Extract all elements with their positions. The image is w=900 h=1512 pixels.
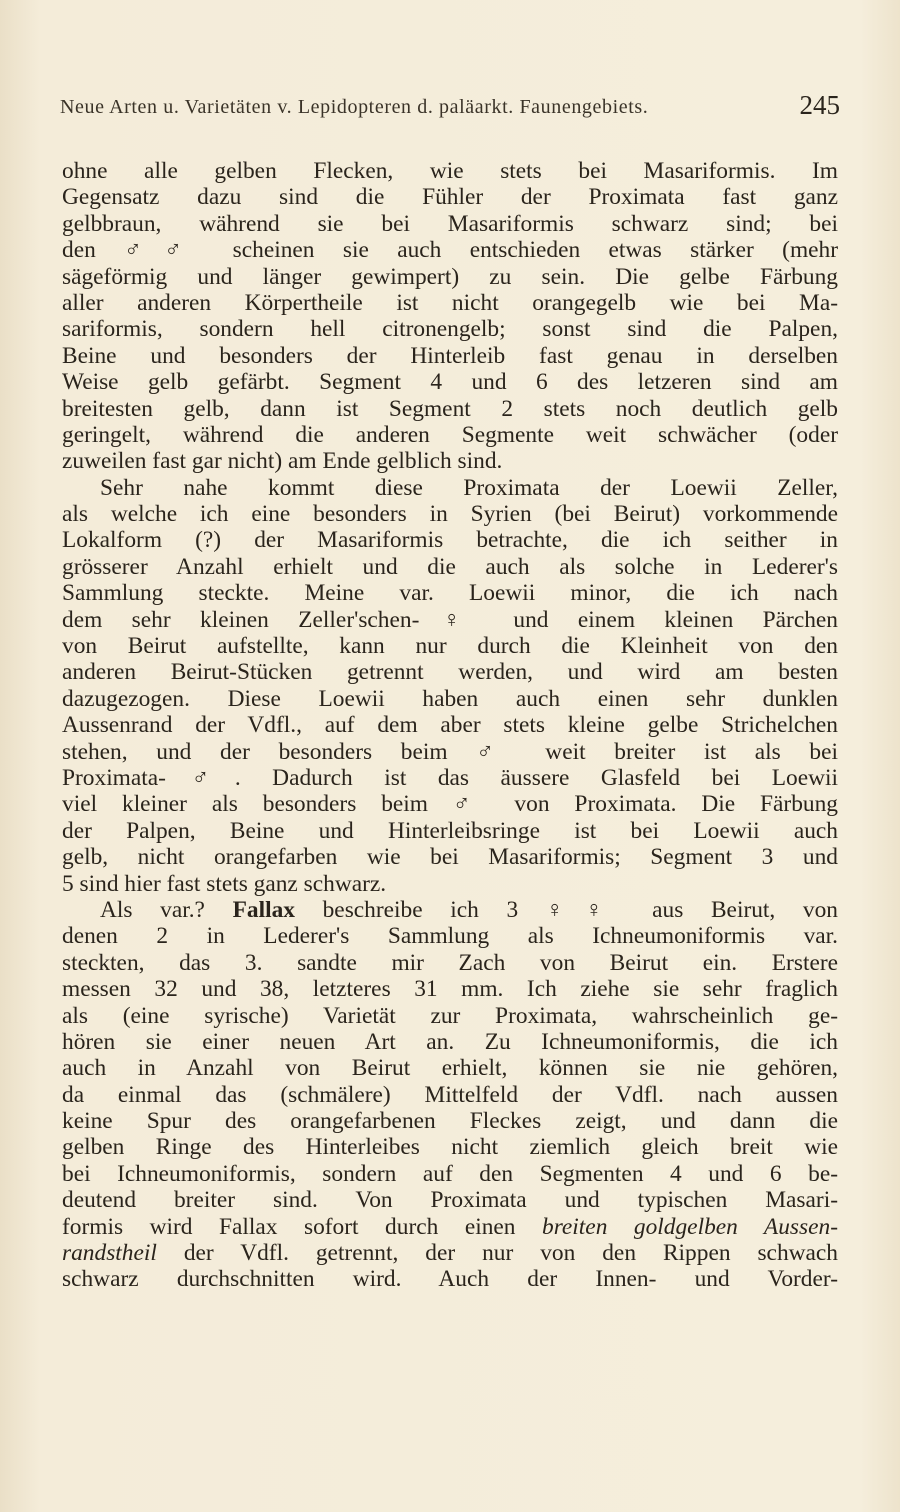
text-line: 5 sind hier fast stets ganz schwarz. (62, 870, 387, 897)
text-line: gelbbraun, während sie bei Masariformis schwarz sind; bei (62, 210, 838, 237)
text-line: breitesten gelb, dann ist Segment 2 stets noch deutlich gelb (62, 395, 838, 422)
line-segment: beschreibe ich 3 ♀♀ aus Beirut, von (294, 896, 839, 923)
line-segment: formis wird Fallax sofort durch einen (62, 1213, 542, 1240)
text-line: Lokalform (?) der Masariformis betrachte, die ich seither in (62, 527, 838, 554)
text-line: der Palpen, Beine und Hinterleibsringe ist bei Loewii auch (62, 817, 838, 844)
text-line: Aussenrand der Vdfl., auf dem aber stets kleine gelbe Strichelchen (62, 712, 838, 739)
text-line: geringelt, während die anderen Segmente weit schwächer (oder (62, 421, 838, 448)
body-text (62, 158, 838, 1293)
page-header (60, 90, 840, 130)
text-line: dazugezogen. Diese Loewii haben auch einen sehr dunklen (62, 685, 838, 712)
line-segment: der Vdfl. getrennt, der nur von den Rippen schwach (156, 1240, 838, 1267)
text-line: ohne alle gelben Flecken, wie stets bei Masariformis. Im (62, 158, 838, 184)
paragraph-start-line: Sehr nahe kommt diese Proximata der Loewii Zeller, (100, 474, 838, 501)
text-line: steckten, das 3. sandte mir Zach von Beirut ein. Erstere (62, 949, 838, 976)
text-line (62, 1214, 838, 1240)
text-line: hören sie einer neuen Art an. Zu Ichneumoniformis, die ich (62, 1028, 838, 1055)
text-line: messen 32 und 38, letzteres 31 mm. Ich ziehe sie sehr fraglich (62, 976, 838, 1003)
paragraph-start-line (62, 897, 838, 923)
text-line: als (eine syrische) Varietät zur Proximata, wahrscheinlich ge- (62, 1002, 838, 1029)
text-line: dem sehr kleinen Zeller'schen-♀ und einem kleinen Pärchen (62, 606, 838, 633)
text-line: viel kleiner als besonders beim ♂ von Proximata. Die Färbung (62, 791, 838, 818)
text-line: von Beirut aufstellte, kann nur durch die Kleinheit von den (62, 633, 838, 660)
text-line: da einmal das (schmälere) Mittelfeld der Vdfl. nach aussen (62, 1081, 838, 1108)
text-line: Beine und besonders der Hinterleib fast genau in derselben (62, 342, 838, 369)
text-line: sariformis, sondern hell citronengelb; sonst sind die Palpen, (62, 316, 838, 343)
species-name-fallax: Fallax (232, 896, 295, 923)
text-line: auch in Anzahl von Beirut erhielt, können sie nie gehören, (62, 1055, 838, 1082)
text-line: denen 2 in Lederer's Sammlung als Ichneumoniformis var. (62, 923, 838, 950)
page-number: 245 (799, 90, 840, 120)
italic-phrase: randstheil (62, 1240, 157, 1267)
text-line: grösserer Anzahl erhielt und die auch als solche in Lederer's (62, 553, 838, 580)
text-line: Proximata-♂. Dadurch ist das äussere Glasfeld bei Loewii (62, 764, 838, 791)
text-line: gelben Ringe des Hinterleibes nicht ziemlich gleich breit wie (62, 1134, 838, 1161)
running-head: Neue Arten u. Varietäten v. Lepidopteren d. paläarkt. Faunengebiets. (60, 96, 649, 118)
text-line: als welche ich eine besonders in Syrien (bei Beirut) vorkommende (62, 501, 838, 528)
text-line: Weise gelb gefärbt. Segment 4 und 6 des letzeren sind am (62, 369, 838, 396)
text-line: schwarz durchschnitten wird. Auch der Innen- und Vorder- (62, 1266, 838, 1293)
text-line: den ♂♂ scheinen sie auch entschieden etwas stärker (mehr (62, 237, 838, 264)
text-line: Gegensatz dazu sind die Fühler der Proximata fast ganz (62, 184, 838, 211)
italic-phrase: breiten goldgelben Aussen- (542, 1213, 838, 1240)
text-line (62, 1240, 838, 1266)
text-line: bei Ichneumoniformis, sondern auf den Segmenten 4 und 6 be- (62, 1160, 838, 1187)
text-line: stehen, und der besonders beim ♂ weit breiter ist als bei (62, 738, 838, 765)
text-line: gelb, nicht orangefarben wie bei Masariformis; Segment 3 und (62, 844, 838, 871)
text-line: anderen Beirut-Stücken getrennt werden, und wird am besten (62, 659, 838, 686)
text-line: aller anderen Körpertheile ist nicht orangegelb wie bei Ma- (62, 289, 838, 316)
text-line: keine Spur des orangefarbenen Fleckes zeigt, und dann die (62, 1108, 838, 1135)
line-segment: Als var.? (100, 896, 233, 923)
text-line: Sammlung steckte. Meine var. Loewii minor, die ich nach (62, 580, 838, 607)
text-line: sägeförmig und länger gewimpert) zu sein. Die gelbe Färbung (62, 263, 838, 290)
text-line: zuweilen fast gar nicht) am Ende gelblich sind. (62, 448, 503, 475)
text-line: deutend breiter sind. Von Proximata und typischen Masari- (62, 1187, 838, 1214)
